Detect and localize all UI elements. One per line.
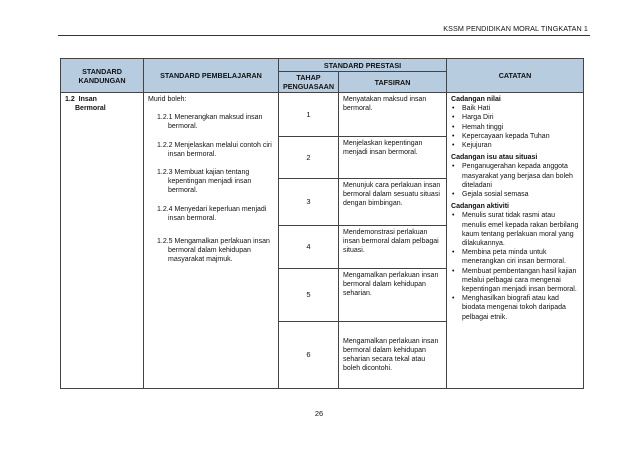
prestasi-level: 1	[279, 93, 339, 137]
catatan-nilai-title: Cadangan nilai	[451, 96, 501, 103]
header-standard-kandungan: STANDARD KANDUNGAN	[61, 59, 144, 93]
prestasi-desc: Mendemonstrasi perlakuan insan bermoral dalam pelbagai situasi.	[339, 226, 447, 269]
pembelajaran-item: 1.2.3 Membuat kajian tentang kepentingan menjadi insan bermoral.	[157, 169, 252, 195]
pembelajaran-item: 1.2.2 Menjelaskan melalui contoh ciri insan bermoral.	[157, 141, 272, 158]
nilai-item: • Harga Diri	[462, 113, 579, 122]
prestasi-level: 5	[279, 269, 339, 322]
prestasi-desc: Mengamalkan perlakuan insan bermoral dalam kehidupan seharian secara tekal atau boleh dicontohi.	[339, 322, 447, 389]
prestasi-level: 4	[279, 226, 339, 269]
header-divider	[58, 35, 590, 36]
nilai-item: • Kepercayaan kepada Tuhan	[462, 132, 579, 141]
kandungan-cell: 1.2 Insan Bermoral	[61, 93, 144, 389]
standards-table	[60, 58, 584, 389]
header-catatan: CATATAN	[447, 59, 584, 93]
header-tahap: TAHAP PENGUASAAN	[279, 72, 339, 93]
header-standard-pembelajaran: STANDARD PEMBELAJARAN	[144, 59, 279, 93]
nilai-item: • Hemah tinggi	[462, 123, 579, 132]
prestasi-desc: Mengamalkan perlakuan insan bermoral dalam kehidupan seharian.	[339, 269, 447, 322]
nilai-item: • Kejujuran	[462, 141, 579, 150]
pembelajaran-intro: Murid boleh:	[148, 96, 187, 103]
aktiviti-item: • Menghasilkan biografi atau kad biodata mengenai tokoh daripada pelbagai etnik.	[462, 294, 579, 322]
header-tafsiran: TAFSIRAN	[339, 72, 447, 93]
document-header: KSSM PENDIDIKAN MORAL TINGKATAN 1	[443, 24, 588, 33]
pembelajaran-item: 1.2.4 Menyedari keperluan menjadi insan bermoral.	[157, 205, 267, 222]
isu-item: • Penganugerahan kepada anggota masyarakat yang berjasa dan boleh diteladani	[462, 162, 579, 190]
pembelajaran-cell	[144, 93, 279, 389]
prestasi-desc: Menunjuk cara perlakuan insan bermoral dalam sesuatu situasi dengan bimbingan.	[339, 179, 447, 226]
pembelajaran-item: 1.2.5 Mengamalkan perlakuan insan bermoral dalam kehidupan masyarakat majmuk.	[157, 238, 270, 264]
header-standard-prestasi: STANDARD PRESTASI	[279, 59, 447, 72]
aktiviti-item: • Menulis surat tidak rasmi atau menulis emel kepada rakan berbilang kaum tentang perlakuan moral yang dilakukannya.	[462, 211, 579, 248]
catatan-aktiviti-title: Cadangan aktiviti	[451, 203, 509, 211]
prestasi-desc: Menyatakan maksud insan bermoral.	[339, 93, 447, 137]
page-number: 26	[314, 409, 324, 418]
nilai-item: • Baik Hati	[462, 104, 579, 113]
aktiviti-item: • Membina peta minda untuk menerangkan ciri insan bermoral.	[462, 248, 579, 266]
prestasi-level: 3	[279, 179, 339, 226]
catatan-cell	[447, 93, 584, 389]
catatan-isu-title: Cadangan isu atau situasi	[451, 154, 538, 162]
prestasi-level: 6	[279, 322, 339, 389]
pembelajaran-item: 1.2.1 Menerangkan maksud insan bermoral.	[157, 114, 263, 131]
aktiviti-item: • Membuat pembentangan hasil kajian melalui pelbagai cara mengenai kepentingan menjadi insan bermoral.	[462, 267, 579, 295]
isu-item: • Gejala sosial semasa	[462, 190, 579, 199]
prestasi-level: 2	[279, 137, 339, 179]
prestasi-desc: Menjelaskan kepentingan menjadi insan bermoral.	[339, 137, 447, 179]
